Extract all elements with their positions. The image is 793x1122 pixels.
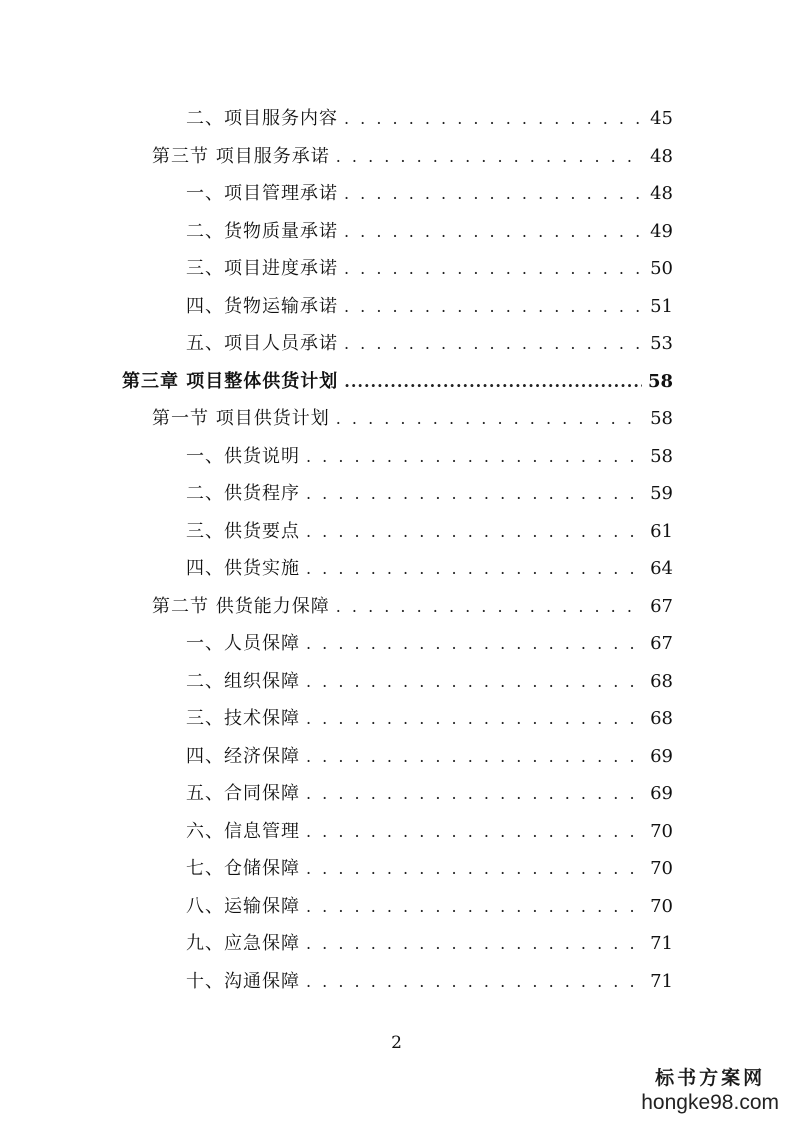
toc-dot-leader	[306, 888, 644, 925]
toc-dot-leader	[336, 588, 644, 625]
toc-dot-leader	[306, 438, 644, 475]
toc-dot-leader	[344, 363, 642, 400]
toc-dot-leader	[344, 175, 644, 212]
toc-dot-leader	[344, 250, 644, 287]
toc-entry-title: 四、供货实施	[186, 558, 300, 579]
watermark-url: hongke98.com	[641, 1091, 779, 1114]
toc-entry[interactable]	[186, 850, 673, 887]
toc-entry[interactable]	[186, 700, 673, 737]
toc-entry-page: 69	[650, 783, 673, 804]
toc-entry[interactable]	[122, 363, 673, 400]
toc-entry[interactable]	[186, 738, 673, 775]
toc-entry-page: 51	[650, 295, 673, 317]
toc-entry-page: 70	[650, 820, 673, 842]
toc-entry-title: 三、技术保障	[186, 708, 300, 729]
toc-entry-title: 二、货物质量承诺	[186, 220, 338, 242]
toc-entry[interactable]	[152, 400, 673, 437]
toc-entry-title: 八、运输保障	[186, 895, 300, 917]
toc-entry[interactable]	[186, 213, 673, 250]
toc-entry-page: 64	[650, 558, 673, 579]
toc-entry-title: 一、项目管理承诺	[186, 183, 338, 204]
toc-entry-page: 58	[650, 445, 673, 467]
toc-entry[interactable]	[186, 513, 673, 550]
toc-entry[interactable]	[186, 888, 673, 925]
toc-entry-page: 61	[650, 520, 673, 542]
toc-dot-leader	[336, 138, 644, 175]
toc-entry-title: 一、供货说明	[186, 445, 300, 467]
toc-dot-leader	[306, 475, 644, 512]
toc-dot-leader	[306, 513, 644, 550]
toc-entry-title: 六、信息管理	[186, 820, 300, 842]
toc-entry-page: 48	[650, 183, 673, 204]
toc-dot-leader	[306, 925, 644, 962]
toc-entry-page: 68	[650, 708, 673, 729]
toc-entry-title: 第三节 项目服务承诺	[152, 145, 330, 167]
toc-entry-title: 三、项目进度承诺	[186, 258, 338, 279]
watermark-logo	[641, 1066, 779, 1116]
toc-entry[interactable]	[186, 775, 673, 812]
toc-entry[interactable]	[186, 663, 673, 700]
toc-entry[interactable]	[152, 588, 673, 625]
toc-dot-leader	[344, 325, 644, 362]
toc-entry-page: 68	[650, 670, 673, 692]
toc-entry-title: 七、仓储保障	[186, 858, 300, 879]
page-number: 2	[391, 1033, 402, 1053]
toc-entry-title: 二、组织保障	[186, 670, 300, 692]
toc-entry-page: 49	[650, 220, 673, 242]
toc-entry-page: 71	[650, 933, 673, 954]
toc-entry[interactable]	[186, 813, 673, 850]
toc-entry-title: 第三章 项目整体供货计划	[122, 370, 339, 392]
toc-entry-title: 五、项目人员承诺	[186, 333, 338, 354]
toc-dot-leader	[344, 288, 644, 325]
toc-dot-leader	[344, 100, 644, 137]
toc-entry[interactable]	[186, 438, 673, 475]
toc-entry[interactable]	[152, 138, 673, 175]
toc-entry-title: 十、沟通保障	[186, 970, 300, 992]
toc-dot-leader	[306, 850, 644, 887]
toc-entry[interactable]	[186, 550, 673, 587]
toc-entry[interactable]	[186, 250, 673, 287]
toc-entry-title: 四、货物运输承诺	[186, 295, 338, 317]
toc-dot-leader	[306, 700, 644, 737]
toc-entry-title: 九、应急保障	[186, 933, 300, 954]
toc-entry-page: 53	[650, 333, 673, 354]
toc-entry-page: 71	[650, 970, 673, 992]
toc-entry[interactable]	[186, 625, 673, 662]
toc-entry-title: 五、合同保障	[186, 783, 300, 804]
toc-entry-title: 二、项目服务内容	[186, 108, 338, 129]
toc-entry[interactable]	[186, 288, 673, 325]
toc-entry-title: 四、经济保障	[186, 745, 300, 767]
toc-entry-title: 第二节 供货能力保障	[152, 595, 330, 617]
toc-entry-page: 69	[650, 745, 673, 767]
toc-entry[interactable]	[186, 963, 673, 1000]
toc-dot-leader	[306, 625, 644, 662]
toc-entry-page: 70	[650, 895, 673, 917]
toc-entry-title: 第一节 项目供货计划	[152, 408, 330, 429]
toc-dot-leader	[306, 775, 644, 812]
toc-dot-leader	[336, 400, 644, 437]
toc-entry-page: 45	[650, 108, 673, 129]
toc-entry-page: 59	[650, 483, 673, 504]
toc-entry-title: 二、供货程序	[186, 483, 300, 504]
toc-entry[interactable]	[186, 175, 673, 212]
toc-entry-page: 58	[650, 408, 673, 429]
toc-entry-page: 70	[650, 858, 673, 879]
watermark-title: 标书方案网	[655, 1067, 766, 1089]
toc-entry[interactable]	[186, 475, 673, 512]
toc-dot-leader	[344, 213, 644, 250]
toc-entry-page: 48	[650, 145, 673, 167]
toc-dot-leader	[306, 963, 644, 1000]
toc-dot-leader	[306, 738, 644, 775]
toc-entry-title: 一、人员保障	[186, 633, 300, 654]
toc-entry-page: 67	[650, 595, 673, 617]
toc-dot-leader	[306, 663, 644, 700]
toc-entry-page: 58	[647, 370, 673, 392]
toc-entry-page: 50	[650, 258, 673, 279]
toc-entry-page: 67	[650, 633, 673, 654]
toc-entry-title: 三、供货要点	[186, 520, 300, 542]
toc-entry[interactable]	[186, 325, 673, 362]
toc-dot-leader	[306, 813, 644, 850]
toc-entry[interactable]	[186, 925, 673, 962]
toc-entry[interactable]	[186, 100, 673, 137]
toc-dot-leader	[306, 550, 644, 587]
